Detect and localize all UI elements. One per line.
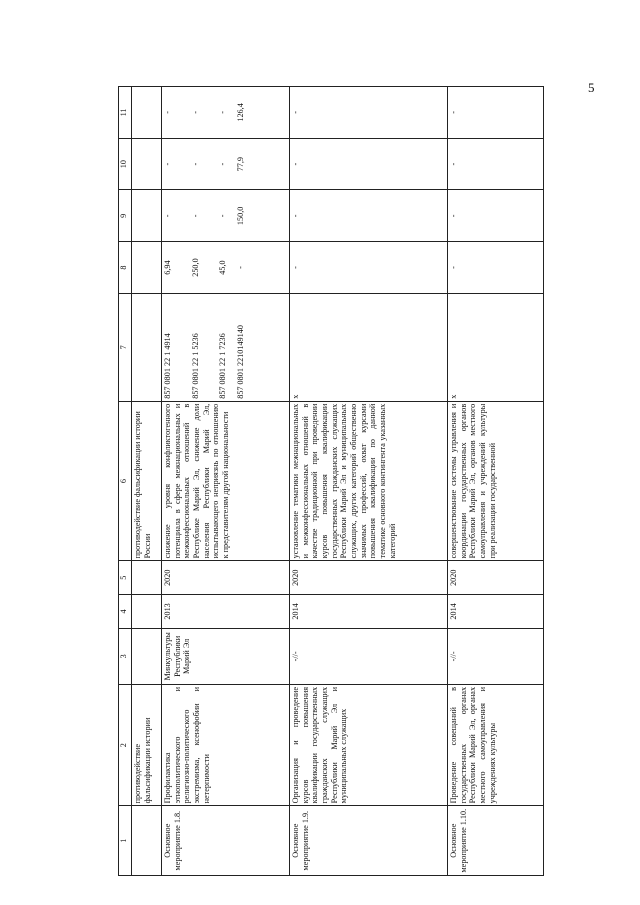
responsible-executor: Минкультуры Республики Марий Эл xyxy=(162,628,290,684)
start-year: 2014 xyxy=(448,595,544,629)
table-row xyxy=(290,87,448,876)
amount-col11 xyxy=(162,87,290,139)
col-header: 10 xyxy=(119,138,132,190)
amount-value: - xyxy=(163,111,172,114)
amount-col8 xyxy=(162,242,290,294)
amount-value: 250,0 xyxy=(190,258,200,277)
amount-value: - xyxy=(218,111,228,114)
amount-value: 45,0 xyxy=(218,260,228,275)
expected-result: снижение уровня конфликтогенного потенциала в сфере межнациональных и межконфессиональных отношений в Республике Марий Эл, снижение доли населения Республики Марий Эл, испытывающего неприязнь по отношению к представителям другой национальности xyxy=(162,401,290,561)
col-header: 11 xyxy=(119,87,132,139)
program-activities-table xyxy=(118,86,544,876)
amount-value: - xyxy=(218,162,228,166)
amount-value: - xyxy=(448,190,544,242)
col-header: 6 xyxy=(119,401,132,561)
end-year: 2020 xyxy=(448,561,544,595)
start-year: 2013 xyxy=(162,595,290,629)
amount-value: - xyxy=(163,214,172,218)
amount-value: - xyxy=(163,162,172,166)
amount-value: - xyxy=(290,190,448,242)
start-year: 2014 xyxy=(290,595,448,629)
budget-code: 857 0801 22 1 5236 xyxy=(190,333,200,399)
amount-value: - xyxy=(218,214,228,218)
table-row xyxy=(448,87,544,876)
col-header: 1 xyxy=(119,806,132,876)
expected-result: совершенствование системы управления и координации государственных органов Республики Марий Эл, органов местного самоуправления и учреждений культуры при реализации государственной xyxy=(448,401,544,561)
amount-value: 77,9 xyxy=(236,157,246,172)
rotated-table-page xyxy=(118,86,588,876)
col-header: 4 xyxy=(119,595,132,629)
activity-title: Профилактика этнополитического и религиозно-политического экстремизма, ксенофобии и нетерпимости xyxy=(162,684,290,805)
col-header: 2 xyxy=(119,684,132,805)
table-row xyxy=(162,87,290,876)
amount-value: - xyxy=(290,242,448,294)
col-header: 7 xyxy=(119,293,132,401)
header-row xyxy=(119,87,132,876)
amount-value: 126,4 xyxy=(236,103,246,122)
col-header: 5 xyxy=(119,561,132,595)
amount-value: 150,0 xyxy=(236,206,246,226)
amount-value: - xyxy=(190,214,200,218)
end-year: 2020 xyxy=(162,561,290,595)
continuation-text: противодействие фальсификации истории xyxy=(132,684,162,805)
budget-code: 857 0801 22 1 4914 xyxy=(163,333,172,399)
budget-codes: x xyxy=(290,293,448,401)
responsible-executor: -//- xyxy=(290,628,448,684)
amount-value: - xyxy=(190,111,200,114)
activity-number: Основное мероприятие 1.10. xyxy=(448,806,544,876)
end-year: 2020 xyxy=(290,561,448,595)
activity-title: Проведение совещаний в государственных органах Республики Марий Эл, органах местного самоуправления и учреждениях культуры xyxy=(448,684,544,805)
page-number: 5 xyxy=(588,80,595,95)
amount-value: - xyxy=(236,266,246,269)
budget-code: 857 0801 2210149140 xyxy=(236,325,246,399)
amount-col10 xyxy=(162,138,290,190)
expected-result: установление тематики межнациональных и межконфессиональных отношений в качестве традиционной при проведении курсов повышения квалификации государственных гражданских служащих Республики Марий Эл и муниципальных служащих, других категорий общественно значимых профессий, охват курсами повышения квалификации по данной тематике основного контингента указанных категорий xyxy=(290,401,448,561)
activity-number: Основное мероприятие 1.9. xyxy=(290,806,448,876)
amount-col9 xyxy=(162,190,290,242)
budget-codes xyxy=(162,293,290,401)
table-row-continuation xyxy=(132,87,162,876)
amount-value: - xyxy=(190,162,200,166)
budget-code: 857 0801 22 1 7236 xyxy=(218,333,228,399)
col-header: 3 xyxy=(119,628,132,684)
continuation-text: противодействие фальсификации истории России xyxy=(132,401,162,561)
amount-value: 6,94 xyxy=(163,260,172,275)
amount-value: - xyxy=(448,138,544,190)
amount-value: - xyxy=(290,87,448,139)
amount-value: - xyxy=(448,242,544,294)
budget-codes: x xyxy=(448,293,544,401)
col-header: 8 xyxy=(119,242,132,294)
col-header: 9 xyxy=(119,190,132,242)
responsible-executor: -//- xyxy=(448,628,544,684)
amount-value: - xyxy=(290,138,448,190)
activity-title: Организация и проведение курсов повышения квалификации государственных гражданских служащих Республики Марий Эл и муниципальных служащих xyxy=(290,684,448,805)
activity-number: Основное мероприятие 1.8. xyxy=(162,806,290,876)
amount-value: - xyxy=(448,87,544,139)
